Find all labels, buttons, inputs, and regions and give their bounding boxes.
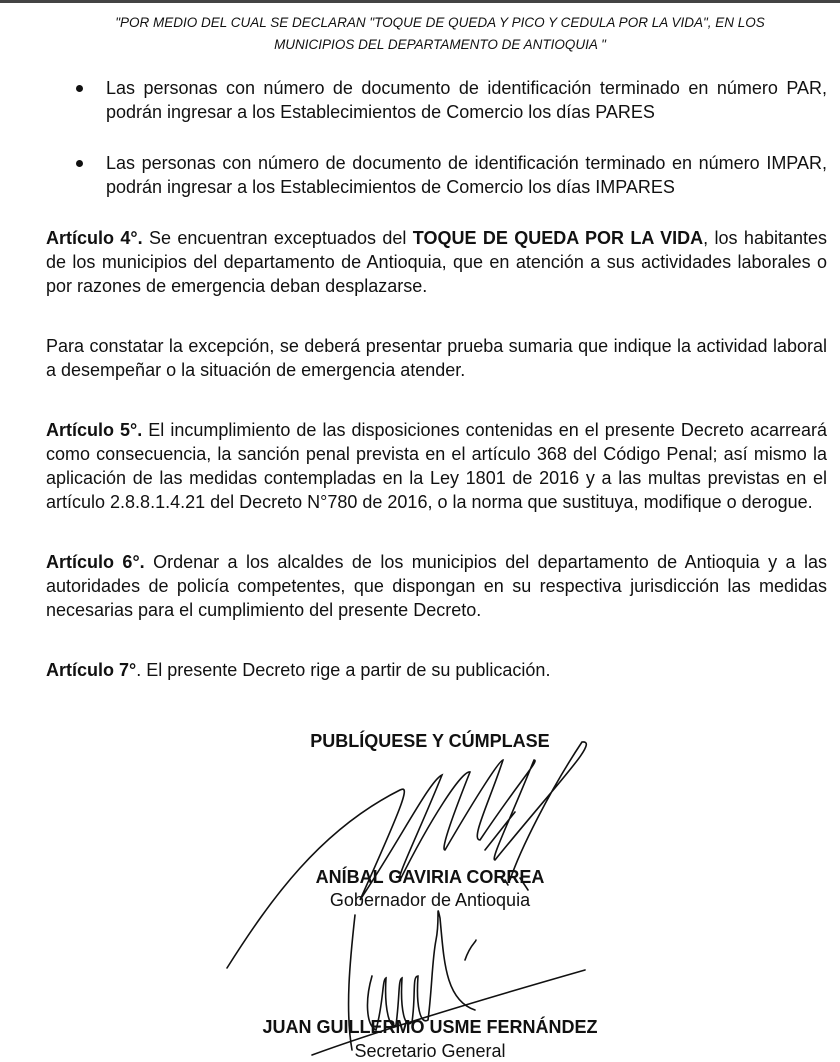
bullet-item: Las personas con número de documento de identificación terminado en número PAR, podrán ingresar a los Establecimientos de Comercio los días PARES <box>46 76 827 124</box>
article-text: El incumplimiento de las disposiciones contenidas en el presente Decreto acarreará como consecuencia, la sanción penal prevista en el artículo 368 del Código Penal; así mismo la aplicación de las medidas contempladas en la Ley 1801 de 2016 y a las multas previstas en el artículo 2.8.8.1.4.21 del Decreto N°780 de 2016, o la norma que sustituya, modifique o derogue. <box>46 420 827 512</box>
page-edge <box>0 0 840 3</box>
header-line-1: "POR MEDIO DEL CUAL SE DECLARAN "TOQUE DE QUEDA Y PICO Y CEDULA POR LA VIDA", EN LOS <box>115 15 765 30</box>
signatory-name: ANÍBAL GAVIRIA CORREA <box>315 867 545 887</box>
exception-paragraph: Para constatar la excepción, se deberá presentar prueba sumaria que indique la actividad laboral a desempeñar o la situación de emergencia atender. <box>46 336 827 380</box>
header-line-2: MUNICIPIOS DEL DEPARTAMENTO DE ANTIOQUIA " <box>274 37 606 52</box>
article-label: Artículo 7° <box>46 660 137 680</box>
article-text: , los habitantes de los municipios del departamento de Antioquia, que en atención a sus actividades laborales o por razones de emergencia deban desplazarse. <box>46 228 827 296</box>
article-text: . El presente Decreto rige a partir de su publicación. <box>136 660 551 680</box>
article-label: Artículo 5°. <box>46 420 143 440</box>
signatory-title: Gobernador de Antioquia <box>329 890 531 910</box>
article-label: Artículo 6°. <box>46 552 145 572</box>
document-header <box>60 12 820 56</box>
article-4 <box>46 226 827 298</box>
article-text: Se encuentran exceptuados del <box>142 228 413 248</box>
bullet-item: Las personas con número de documento de identificación terminado en número IMPAR, podrán ingresar a los Establecimientos de Comercio los días IMPARES <box>46 151 827 199</box>
signatory-name: JUAN GUILLERMO USME FERNÁNDEZ <box>262 1017 598 1037</box>
article-7 <box>46 658 827 682</box>
article-text: Ordenar a los alcaldes de los municipios del departamento de Antioquia y a las autoridades de policía competentes, que dispongan en su respectiva jurisdicción las medidas necesarias para el cumplimiento del presente Decreto. <box>46 552 827 620</box>
document-body <box>46 76 827 718</box>
article-bold-text: TOQUE DE QUEDA POR LA VIDA <box>412 228 704 248</box>
article-6 <box>46 550 827 622</box>
signatory-title: Secretario General <box>354 1041 506 1061</box>
article-5 <box>46 418 827 514</box>
article-label: Artículo 4°. <box>46 228 143 248</box>
closing-formula: PUBLÍQUESE Y CÚMPLASE <box>310 731 550 751</box>
signature-governor <box>227 742 586 968</box>
